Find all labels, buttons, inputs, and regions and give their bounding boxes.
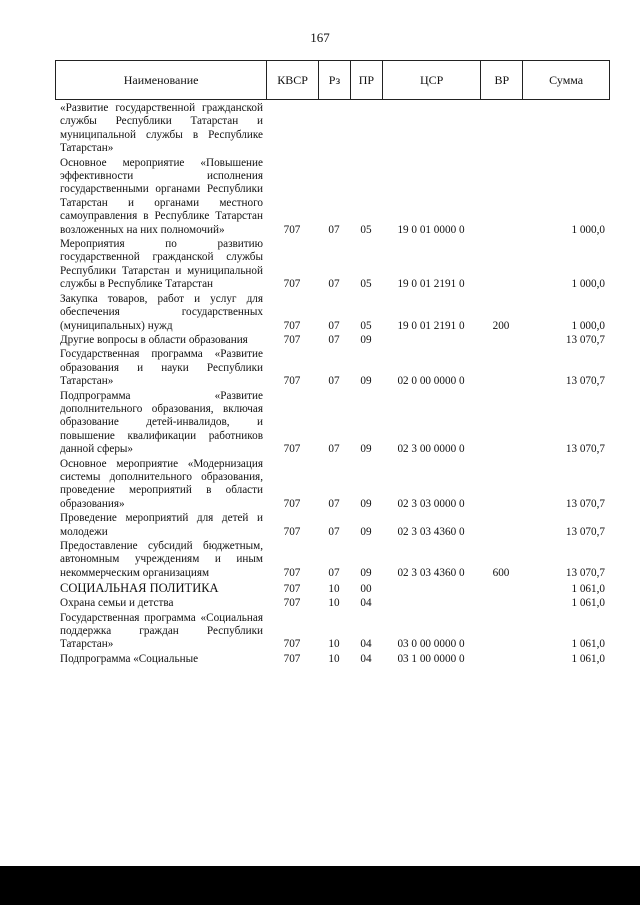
cell-kvsr: 707 bbox=[283, 497, 301, 510]
table-row bbox=[60, 540, 605, 580]
cell-sum: 13 070,7 bbox=[565, 443, 605, 456]
cell-name: Проведение мероприятий для детей и молодежи bbox=[60, 512, 263, 538]
cell-pr: 09 bbox=[360, 375, 372, 388]
cell-csr: 02 3 03 0000 0 bbox=[397, 497, 465, 510]
cell-csr: 02 3 03 4360 0 bbox=[397, 525, 465, 538]
table-row bbox=[60, 581, 605, 596]
cell-kvsr: 707 bbox=[283, 223, 301, 236]
cell-rz: 07 bbox=[328, 375, 340, 388]
cell-kvsr: 707 bbox=[283, 597, 301, 610]
cell-sum: 13 070,7 bbox=[565, 566, 605, 579]
cell-pr: 05 bbox=[360, 223, 372, 236]
cell-kvsr: 707 bbox=[283, 566, 301, 579]
cell-rz: 07 bbox=[328, 333, 340, 346]
table-row bbox=[60, 512, 605, 539]
cell-sum: 1 061,0 bbox=[571, 597, 605, 610]
cell-rz: 07 bbox=[328, 497, 340, 510]
cell-csr: 19 0 01 2191 0 bbox=[397, 319, 465, 332]
cell-pr: 04 bbox=[360, 638, 372, 651]
cell-sum: 13 070,7 bbox=[565, 333, 605, 346]
cell-sum: 1 061,0 bbox=[571, 582, 605, 595]
cell-sum: 1 000,0 bbox=[571, 278, 605, 291]
table-row bbox=[60, 653, 605, 666]
cell-sum: 13 070,7 bbox=[565, 497, 605, 510]
cell-rz: 07 bbox=[328, 223, 340, 236]
cell-rz: 07 bbox=[328, 319, 340, 332]
cell-csr: 19 0 01 2191 0 bbox=[397, 278, 465, 291]
cell-csr: 03 1 00 0000 0 bbox=[397, 652, 465, 665]
cell-vr: 200 bbox=[492, 319, 510, 332]
cell-rz: 10 bbox=[328, 582, 340, 595]
header-sum: Сумма bbox=[549, 72, 584, 87]
cell-rz: 07 bbox=[328, 566, 340, 579]
cell-pr: 09 bbox=[360, 566, 372, 579]
cell-pr: 04 bbox=[360, 652, 372, 665]
page-number: 167 bbox=[310, 30, 330, 45]
table-body bbox=[60, 102, 605, 666]
cell-name: Подпрограмма «Социальные bbox=[60, 652, 199, 665]
cell-sum: 1 000,0 bbox=[571, 223, 605, 236]
header-pr: ПР bbox=[351, 61, 383, 99]
cell-pr: 09 bbox=[360, 497, 372, 510]
cell-kvsr: 707 bbox=[283, 525, 301, 538]
cell-vr: 600 bbox=[492, 566, 510, 579]
cell-kvsr: 707 bbox=[283, 638, 301, 651]
header-rz: Рз bbox=[319, 61, 351, 99]
cell-pr: 05 bbox=[360, 278, 372, 291]
table-row bbox=[60, 102, 605, 156]
cell-kvsr: 707 bbox=[283, 652, 301, 665]
cell-pr: 05 bbox=[360, 319, 372, 332]
cell-pr: 00 bbox=[360, 582, 372, 595]
table-row bbox=[60, 157, 605, 237]
cell-name: Другие вопросы в области образования bbox=[60, 333, 248, 346]
header-vr: ВР bbox=[481, 61, 523, 99]
cell-kvsr: 707 bbox=[283, 582, 301, 595]
cell-csr: 02 3 03 4360 0 bbox=[397, 566, 465, 579]
header-csr: ЦСР bbox=[383, 61, 482, 99]
cell-name: Государственная программа «Развитие образования и науки Республики Татарстан» bbox=[60, 348, 263, 388]
cell-sum: 13 070,7 bbox=[565, 375, 605, 388]
table-row bbox=[60, 293, 605, 333]
cell-csr: 02 3 00 0000 0 bbox=[397, 443, 465, 456]
cell-pr: 09 bbox=[360, 525, 372, 538]
cell-name: СОЦИАЛЬНАЯ ПОЛИТИКА bbox=[60, 581, 219, 596]
cell-name: Основное мероприятие «Модернизация системы дополнительного образования, проведение мероприятий в области образования» bbox=[60, 457, 263, 510]
table-row bbox=[60, 238, 605, 292]
cell-pr: 09 bbox=[360, 443, 372, 456]
cell-rz: 10 bbox=[328, 652, 340, 665]
table-row bbox=[60, 348, 605, 388]
cell-kvsr: 707 bbox=[283, 333, 301, 346]
cell-sum: 1 061,0 bbox=[571, 638, 605, 651]
cell-rz: 07 bbox=[328, 525, 340, 538]
cell-csr: 02 0 00 0000 0 bbox=[397, 375, 465, 388]
cell-name: Предоставление субсидий бюджетным, автономным учреждениям и иным некоммерческим организациям bbox=[60, 540, 263, 579]
cell-rz: 10 bbox=[328, 597, 340, 610]
cell-kvsr: 707 bbox=[283, 319, 301, 332]
table-row bbox=[60, 390, 605, 457]
cell-sum: 13 070,7 bbox=[565, 525, 605, 538]
cell-pr: 04 bbox=[360, 597, 372, 610]
cell-name: Охрана семьи и детства bbox=[60, 597, 174, 610]
table-row bbox=[60, 597, 605, 610]
cell-kvsr: 707 bbox=[283, 278, 301, 291]
header-kvsr: КВСР bbox=[267, 61, 319, 99]
header-name: Наименование bbox=[56, 61, 267, 99]
table-row bbox=[60, 612, 605, 652]
cell-pr: 09 bbox=[360, 333, 372, 346]
table-row bbox=[60, 458, 605, 512]
table-row bbox=[60, 334, 605, 347]
cell-name: Мероприятия по развитию государственной гражданской службы Республики Татарстан и муниципальной службы в Республике Татарстан bbox=[60, 238, 263, 291]
cell-name: Государственная программа «Социальная поддержка граждан Республики Татарстан» bbox=[60, 611, 263, 651]
cell-sum: 1 000,0 bbox=[571, 319, 605, 332]
table-header bbox=[55, 60, 610, 100]
cell-rz: 10 bbox=[328, 638, 340, 651]
cell-rz: 07 bbox=[328, 443, 340, 456]
cell-name: Подпрограмма «Развитие дополнительного образования, включая образование детей-инвалидов, и повышение квалификации работников данной сферы» bbox=[60, 389, 263, 456]
scan-border bbox=[0, 866, 640, 905]
cell-name: «Развитие государственной гражданской службы Республики Татарстан и муниципальной службы в Республике Татарстан» bbox=[60, 102, 263, 155]
cell-csr: 19 0 01 0000 0 bbox=[397, 223, 465, 236]
cell-name: Основное мероприятие «Повышение эффективности исполнения государственными органами Республики Татарстан и органами местного самоуправления в Республике Татарстан возложенных на них полномочий» bbox=[60, 156, 263, 236]
cell-name: Закупка товаров, работ и услуг для обеспечения государственных (муниципальных) нужд bbox=[60, 292, 263, 332]
cell-csr: 03 0 00 0000 0 bbox=[397, 638, 465, 651]
cell-kvsr: 707 bbox=[283, 443, 301, 456]
cell-kvsr: 707 bbox=[283, 375, 301, 388]
cell-sum: 1 061,0 bbox=[571, 652, 605, 665]
cell-rz: 07 bbox=[328, 278, 340, 291]
